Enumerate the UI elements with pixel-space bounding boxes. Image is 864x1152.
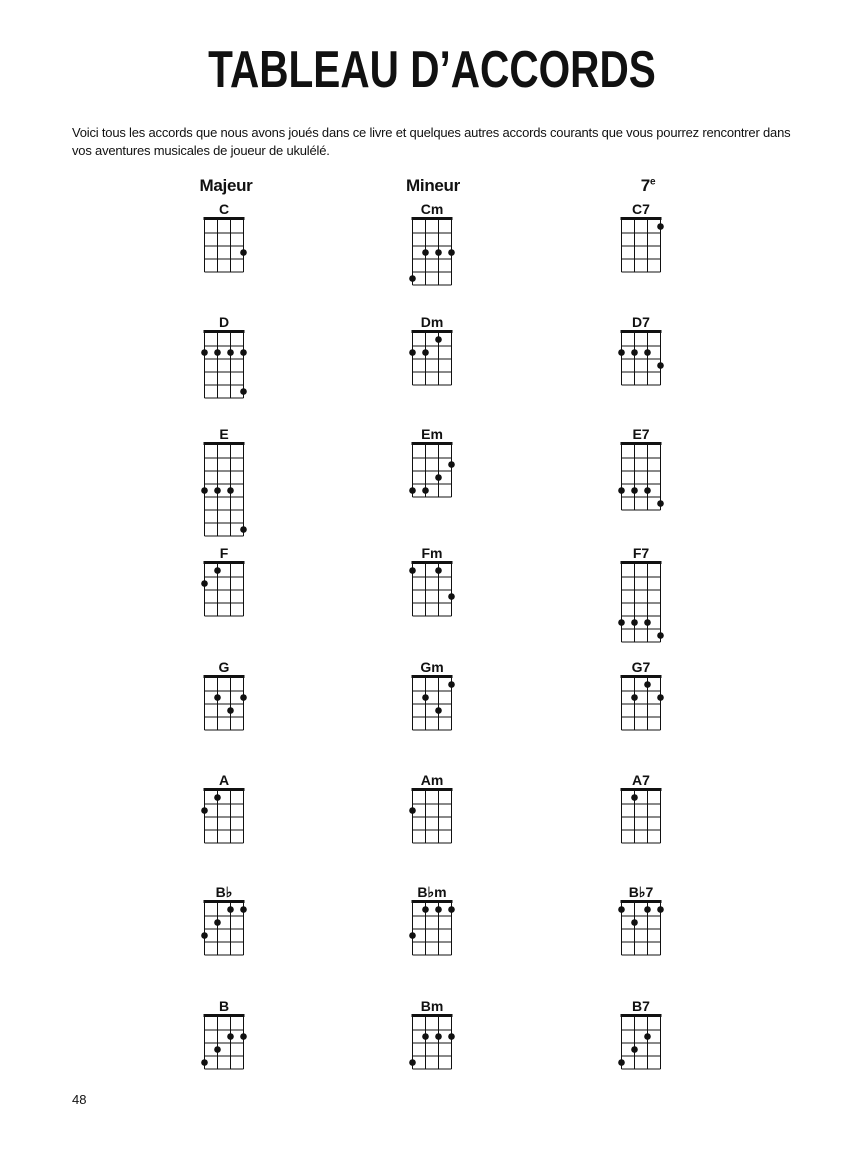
finger-dot <box>644 487 651 494</box>
chord-name: Fm <box>421 545 443 561</box>
chord-name: D <box>218 314 230 330</box>
chord-diagram <box>201 1014 247 1069</box>
finger-dot <box>631 794 638 801</box>
chord-diagram <box>618 561 664 642</box>
finger-dot <box>435 249 442 256</box>
column-header-text: Majeur <box>199 176 253 195</box>
finger-dot <box>227 906 234 913</box>
finger-dot <box>201 932 208 939</box>
finger-dot <box>618 906 625 913</box>
finger-dot <box>214 567 221 574</box>
chord-name: Dm <box>420 314 444 330</box>
chord-diagram <box>201 900 247 955</box>
finger-dot <box>409 567 416 574</box>
chord-diagram <box>621 788 662 843</box>
finger-dot <box>657 223 664 230</box>
column-header-text: 7 <box>640 176 650 195</box>
chord-nut <box>204 330 245 333</box>
chord-name: Am <box>420 772 444 788</box>
finger-dot <box>631 919 638 926</box>
finger-dot <box>409 932 416 939</box>
chord-diagram <box>618 330 664 385</box>
chord-name: B♭7 <box>628 884 654 900</box>
finger-dot <box>448 249 455 256</box>
finger-dot <box>435 1033 442 1040</box>
chord-nut <box>621 1014 662 1017</box>
column-header <box>200 176 253 196</box>
chord-name: E <box>219 426 229 442</box>
finger-dot <box>631 487 638 494</box>
finger-dot <box>214 487 221 494</box>
chord-diagram <box>409 1014 455 1069</box>
page-number: 48 <box>72 1092 87 1107</box>
chord-diagram <box>618 900 664 955</box>
finger-dot <box>409 349 416 356</box>
column-header-text: Mineur <box>406 176 460 195</box>
chord-nut <box>204 442 245 445</box>
finger-dot <box>214 1046 221 1053</box>
finger-dot <box>214 349 221 356</box>
finger-dot <box>435 567 442 574</box>
chord-name: B♭ <box>215 884 233 900</box>
finger-dot <box>201 807 208 814</box>
chord-diagram <box>409 330 452 385</box>
finger-dot <box>644 349 651 356</box>
chord-nut <box>204 788 245 791</box>
chord-name: Em <box>421 426 443 442</box>
finger-dot <box>240 249 247 256</box>
chord-name: C <box>218 201 230 217</box>
finger-dot <box>644 906 651 913</box>
chord-nut <box>621 330 662 333</box>
finger-dot <box>240 349 247 356</box>
finger-dot <box>409 275 416 282</box>
finger-dot <box>448 681 455 688</box>
chord-nut <box>412 1014 453 1017</box>
chord-name: D7 <box>632 314 650 330</box>
page-title: TABLEAU D’ACCORDS <box>208 41 656 99</box>
chord-nut <box>412 788 453 791</box>
chord-diagram <box>409 788 452 843</box>
chord-name: A <box>218 772 230 788</box>
chord-nut <box>204 675 245 678</box>
finger-dot <box>201 487 208 494</box>
chord-diagram <box>204 217 247 272</box>
finger-dot <box>618 349 625 356</box>
chord-nut <box>621 442 662 445</box>
finger-dot <box>422 1033 429 1040</box>
finger-dot <box>657 906 664 913</box>
column-header <box>641 176 655 196</box>
chord-name: B♭m <box>417 884 447 900</box>
finger-dot <box>618 1059 625 1066</box>
intro-paragraph: Voici tous les accords que nous avons joués dans ce livre et quelques autres accords courants que vous pourrez rencontrer dans vos aventures musicales de joueur de ukulélé. <box>72 125 791 158</box>
finger-dot <box>657 694 664 701</box>
finger-dot <box>657 632 664 639</box>
finger-dot <box>631 619 638 626</box>
finger-dot <box>435 474 442 481</box>
finger-dot <box>240 906 247 913</box>
finger-dot <box>618 487 625 494</box>
finger-dot <box>422 349 429 356</box>
finger-dot <box>227 1033 234 1040</box>
finger-dot <box>409 807 416 814</box>
finger-dot <box>422 906 429 913</box>
finger-dot <box>435 707 442 714</box>
finger-dot <box>631 1046 638 1053</box>
chord-name: B <box>218 998 230 1014</box>
chord-diagram <box>201 330 247 398</box>
chord-diagram <box>618 1014 661 1069</box>
chord-nut <box>621 561 662 564</box>
finger-dot <box>631 694 638 701</box>
chord-diagram <box>412 675 455 730</box>
chord-diagram <box>409 442 455 497</box>
chord-diagram <box>618 442 664 510</box>
finger-dot <box>214 794 221 801</box>
finger-dot <box>409 487 416 494</box>
finger-dot <box>214 919 221 926</box>
chord-name: G7 <box>631 659 651 675</box>
chord-nut <box>412 330 453 333</box>
finger-dot <box>448 1033 455 1040</box>
chord-diagram <box>621 675 664 730</box>
chord-diagram <box>621 217 664 272</box>
column-header-superscript: e <box>649 176 656 188</box>
finger-dot <box>240 388 247 395</box>
chord-nut <box>412 675 453 678</box>
finger-dot <box>240 526 247 533</box>
finger-dot <box>435 906 442 913</box>
chord-name: Cm <box>420 201 444 217</box>
chord-nut <box>621 675 662 678</box>
finger-dot <box>214 694 221 701</box>
chord-name: B7 <box>632 998 650 1014</box>
finger-dot <box>435 336 442 343</box>
finger-dot <box>409 1059 416 1066</box>
chord-nut <box>621 788 662 791</box>
chord-name: A7 <box>632 772 650 788</box>
chord-nut <box>204 1014 245 1017</box>
chord-name: G <box>218 659 230 675</box>
finger-dot <box>240 694 247 701</box>
finger-dot <box>201 1059 208 1066</box>
finger-dot <box>618 619 625 626</box>
column-header <box>406 176 460 196</box>
chord-diagram <box>201 561 244 616</box>
chord-diagram <box>201 442 247 536</box>
finger-dot <box>644 1033 651 1040</box>
chord-name: Bm <box>420 998 444 1014</box>
finger-dot <box>422 249 429 256</box>
finger-dot <box>227 707 234 714</box>
chord-nut <box>204 561 245 564</box>
finger-dot <box>657 362 664 369</box>
chord-diagram <box>409 561 455 616</box>
chord-nut <box>412 561 453 564</box>
finger-dot <box>201 580 208 587</box>
finger-dot <box>240 1033 247 1040</box>
chord-name: F7 <box>632 545 650 561</box>
chord-diagram <box>409 900 455 955</box>
chord-nut <box>412 442 453 445</box>
chord-nut <box>621 217 662 220</box>
finger-dot <box>657 500 664 507</box>
chord-diagram <box>204 675 247 730</box>
chord-nut <box>204 217 245 220</box>
chord-name: F <box>219 545 229 561</box>
finger-dot <box>448 461 455 468</box>
finger-dot <box>631 349 638 356</box>
finger-dot <box>448 906 455 913</box>
finger-dot <box>644 619 651 626</box>
finger-dot <box>422 487 429 494</box>
finger-dot <box>201 349 208 356</box>
chord-name: Gm <box>420 659 444 675</box>
chord-diagram <box>409 217 455 285</box>
finger-dot <box>227 487 234 494</box>
finger-dot <box>448 593 455 600</box>
chord-diagram <box>201 788 244 843</box>
finger-dot <box>422 694 429 701</box>
finger-dot <box>227 349 234 356</box>
finger-dot <box>644 681 651 688</box>
chord-name: C7 <box>632 201 650 217</box>
chord-nut <box>412 217 453 220</box>
chord-name: E7 <box>632 426 650 442</box>
